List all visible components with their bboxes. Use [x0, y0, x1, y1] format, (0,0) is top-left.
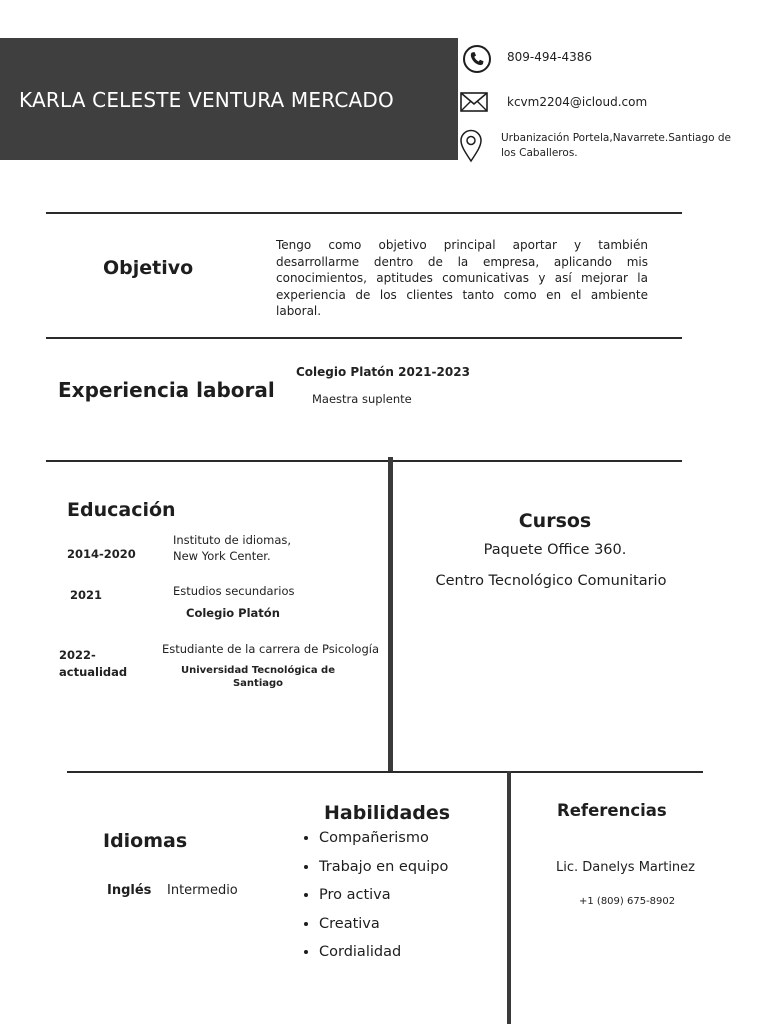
- reference-phone[interactable]: +1 (809) 675-8902: [579, 896, 676, 907]
- section-divider: [46, 460, 682, 462]
- courses-heading: Cursos: [518, 510, 592, 532]
- column-divider: [388, 457, 393, 771]
- skills-heading: Habilidades: [324, 802, 451, 824]
- education-year: [59, 647, 127, 681]
- column-divider: [507, 771, 511, 1024]
- full-name: KARLA CELESTE VENTURA MERCADO: [19, 88, 394, 112]
- course-item: Paquete Office 360.: [483, 542, 627, 558]
- education-institution-line: Universidad Tecnológica de: [181, 665, 335, 676]
- location-pin-icon: [459, 129, 483, 163]
- section-divider: [46, 212, 682, 214]
- skill-item: • Compañerismo: [319, 828, 448, 857]
- address-line: Urbanización Portela,Navarrete.Santiago de: [501, 132, 731, 144]
- languages-heading: Idiomas: [103, 830, 188, 852]
- education-year-line: actualidad: [59, 665, 128, 679]
- address: [501, 131, 731, 160]
- experience-role: Maestra suplente: [312, 392, 412, 406]
- education-heading: Educación: [67, 499, 176, 521]
- section-divider: [67, 771, 703, 773]
- language-level: Intermedio: [167, 883, 238, 898]
- references-heading: Referencias: [557, 801, 667, 820]
- education-desc-line: Estudios secundarios: [173, 584, 295, 598]
- address-line: los Caballeros.: [501, 146, 578, 159]
- email-address[interactable]: kcvm2204@icloud.com: [507, 95, 648, 109]
- objective-text: Tengo como objetivo principal aportar y también desarrollarme dentro de la empresa, aplicando mis conocimientos, aptitudes comunicativas y así mejorar la experiencia de los clientes tanto como en el ambiente laboral.: [276, 238, 648, 318]
- education-desc: [173, 532, 291, 564]
- envelope-icon: [460, 92, 488, 112]
- experience-employer: Colegio Platón 2021-2023: [296, 365, 470, 379]
- education-institution-line: Santiago: [232, 678, 284, 689]
- education-year-line: 2022-: [59, 648, 96, 662]
- education-institution: [160, 664, 356, 690]
- education-institution: Colegio Platón: [186, 606, 280, 620]
- education-desc-line: Instituto de idiomas,: [173, 533, 292, 547]
- experience-heading: Experiencia laboral: [58, 378, 275, 402]
- section-divider: [46, 337, 682, 339]
- phone-icon: [462, 44, 492, 74]
- education-desc-line: Estudiante de la carrera de Psicología: [162, 642, 380, 656]
- language-name: Inglés: [107, 883, 152, 898]
- phone-number[interactable]: 809-494-4386: [507, 50, 593, 64]
- education-year: 2021: [70, 588, 103, 602]
- skill-item: • Cordialidad: [319, 942, 448, 971]
- skill-item: • Trabajo en equipo: [319, 857, 448, 886]
- skill-item: • Creativa: [319, 914, 448, 943]
- course-item: Centro Tecnológico Comunitario: [435, 573, 667, 589]
- skills-list: [301, 828, 448, 971]
- objective-heading: Objetivo: [103, 257, 194, 279]
- skill-item: • Pro activa: [319, 885, 448, 914]
- education-desc-line: New York Center.: [173, 549, 271, 563]
- education-year: 2014-2020: [67, 547, 136, 561]
- reference-name: Lic. Danelys Martinez: [556, 860, 695, 875]
